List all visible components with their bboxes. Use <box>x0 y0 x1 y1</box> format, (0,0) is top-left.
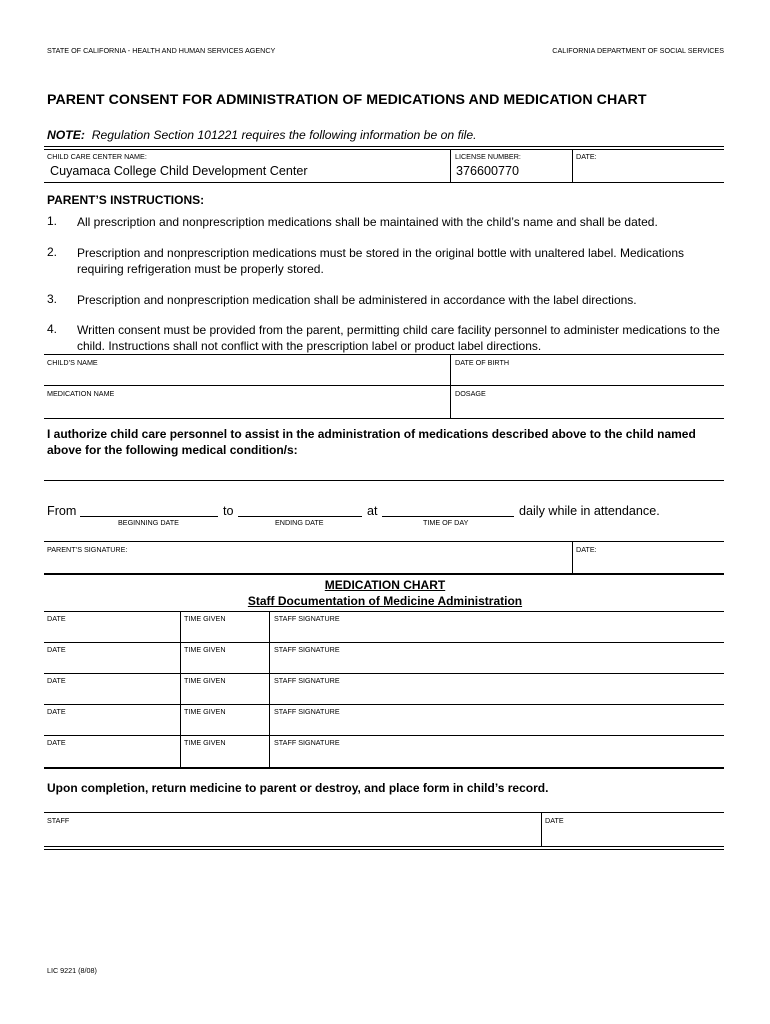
signature-date-label: DATE: <box>576 545 597 554</box>
rule <box>44 767 724 769</box>
dosage-field[interactable] <box>455 399 720 415</box>
chart-time-field[interactable] <box>184 625 266 640</box>
form-title: PARENT CONSENT FOR ADMINISTRATION OF MEDICATIONS AND MEDICATION CHART <box>47 92 647 108</box>
chart-signature-field[interactable] <box>274 687 720 702</box>
rule <box>44 849 724 850</box>
chart-time-field[interactable] <box>184 687 266 702</box>
chart-signature-field[interactable] <box>274 718 720 733</box>
instruction-text: All prescription and nonprescription medications shall be maintained with the child’s name and shall be dated. <box>77 215 658 229</box>
row-staff-signature-label: STAFF SIGNATURE <box>274 676 340 685</box>
divider <box>450 149 451 182</box>
row-time-label: TIME GIVEN <box>184 645 226 654</box>
staff-label: STAFF <box>47 816 70 825</box>
attendance-text: daily while in attendance. <box>519 504 660 518</box>
chart-date-field[interactable] <box>47 656 177 671</box>
row-staff-signature-label: STAFF SIGNATURE <box>274 645 340 654</box>
agency-header: STATE OF CALIFORNIA - HEALTH AND HUMAN SERVICES AGENCY <box>47 46 276 55</box>
chart-time-field[interactable] <box>184 656 266 671</box>
rule <box>44 611 724 612</box>
instruction-number: 1. <box>47 214 58 228</box>
medication-chart-subtitle: Staff Documentation of Medicine Administration <box>247 594 523 608</box>
medical-condition-field[interactable] <box>47 460 723 478</box>
rule <box>44 735 724 736</box>
row-staff-signature-label: STAFF SIGNATURE <box>274 614 340 623</box>
signature-date-field[interactable] <box>576 555 720 571</box>
row-staff-signature-label: STAFF SIGNATURE <box>274 707 340 716</box>
row-time-label: TIME GIVEN <box>184 738 226 747</box>
chart-time-field[interactable] <box>184 718 266 733</box>
parent-signature-field[interactable] <box>47 555 567 571</box>
beginning-date-caption: BEGINNING DATE <box>118 518 179 527</box>
chart-signature-field[interactable] <box>274 656 720 671</box>
staff-date-label: DATE <box>545 816 564 825</box>
center-name-label: CHILD CARE CENTER NAME: <box>47 152 147 161</box>
row-date-label: DATE <box>47 676 66 685</box>
instruction-number: 2. <box>47 245 58 259</box>
rule <box>44 146 724 147</box>
child-name-label: CHILD’S NAME <box>47 358 98 367</box>
instruction-number: 4. <box>47 322 58 336</box>
parent-signature-label: PARENT’S SIGNATURE: <box>47 545 128 554</box>
rule <box>44 704 724 705</box>
instructions-heading: PARENT’S INSTRUCTIONS: <box>47 193 205 207</box>
note-label: NOTE: <box>47 128 85 142</box>
divider <box>269 611 270 767</box>
chart-signature-field[interactable] <box>274 625 720 640</box>
rule <box>44 541 724 542</box>
date-of-birth-field[interactable] <box>455 368 720 384</box>
rule <box>44 573 724 575</box>
instruction-text: Prescription and nonprescription medication shall be administered in accordance with the label directions. <box>77 293 637 307</box>
date-of-birth-label: DATE OF BIRTH <box>455 358 510 367</box>
time-of-day-caption: TIME OF DAY <box>423 518 469 527</box>
form-number: LIC 9221 (8/08) <box>47 966 97 975</box>
rule <box>44 642 724 643</box>
divider <box>572 149 573 182</box>
at-label: at <box>367 504 378 518</box>
row-date-label: DATE <box>47 738 66 747</box>
medication-name-label: MEDICATION NAME <box>47 389 115 398</box>
regulation-note <box>47 128 477 142</box>
date-field[interactable] <box>578 164 718 180</box>
instruction-number: 3. <box>47 292 58 306</box>
rule <box>44 673 724 674</box>
chart-date-field[interactable] <box>47 749 177 764</box>
authorization-statement: I authorize child care personnel to assist in the administration of medications described above to the child named above for the following medical condition/s: <box>47 427 696 457</box>
row-date-label: DATE <box>47 645 66 654</box>
chart-time-field[interactable] <box>184 749 266 764</box>
ending-date-caption: ENDING DATE <box>275 518 324 527</box>
rule <box>44 846 724 847</box>
rule <box>44 149 724 150</box>
completion-instruction: Upon completion, return medicine to parent or destroy, and place form in child’s record. <box>47 781 549 795</box>
divider <box>180 611 181 767</box>
rule <box>44 480 724 481</box>
chart-date-field[interactable] <box>47 718 177 733</box>
rule <box>44 182 724 183</box>
center-name-field[interactable]: Cuyamaca College Child Development Center <box>50 164 308 178</box>
to-label: to <box>223 504 234 518</box>
time-of-day-field[interactable] <box>382 516 514 517</box>
rule <box>44 418 724 419</box>
staff-field[interactable] <box>47 827 537 843</box>
row-time-label: TIME GIVEN <box>184 707 226 716</box>
row-time-label: TIME GIVEN <box>184 614 226 623</box>
divider <box>450 354 451 418</box>
rule <box>44 812 724 813</box>
rule <box>44 385 724 386</box>
dosage-label: DOSAGE <box>455 389 486 398</box>
row-time-label: TIME GIVEN <box>184 676 226 685</box>
date-label: DATE: <box>576 152 597 161</box>
license-number-label: LICENSE NUMBER: <box>455 152 521 161</box>
license-number-field[interactable]: 376600770 <box>456 164 520 178</box>
instruction-text: Written consent must be provided from the parent, permitting child care facility personnel to administer medications to the child. Instructions shall not conflict with the prescription label or product label directions. <box>77 323 720 353</box>
row-date-label: DATE <box>47 707 66 716</box>
beginning-date-field[interactable] <box>80 516 218 517</box>
chart-date-field[interactable] <box>47 687 177 702</box>
ending-date-field[interactable] <box>238 516 362 517</box>
row-date-label: DATE <box>47 614 66 623</box>
from-label: From <box>47 504 77 518</box>
staff-date-field[interactable] <box>545 827 720 843</box>
note-text: Regulation Section 101221 requires the following information be on file. <box>91 128 477 142</box>
chart-date-field[interactable] <box>47 625 177 640</box>
row-staff-signature-label: STAFF SIGNATURE <box>274 738 340 747</box>
divider <box>541 812 542 846</box>
instruction-text: Prescription and nonprescription medications must be stored in the original bottle with unaltered label. Medications requiring refrigeration must be properly stored. <box>77 246 685 276</box>
child-name-field[interactable] <box>47 368 445 384</box>
chart-signature-field[interactable] <box>274 749 720 764</box>
divider <box>572 541 573 573</box>
medication-chart-title: MEDICATION CHART <box>324 578 446 592</box>
medication-name-field[interactable] <box>47 399 445 415</box>
rule <box>44 354 724 355</box>
department-header: CALIFORNIA DEPARTMENT OF SOCIAL SERVICES <box>552 46 724 55</box>
